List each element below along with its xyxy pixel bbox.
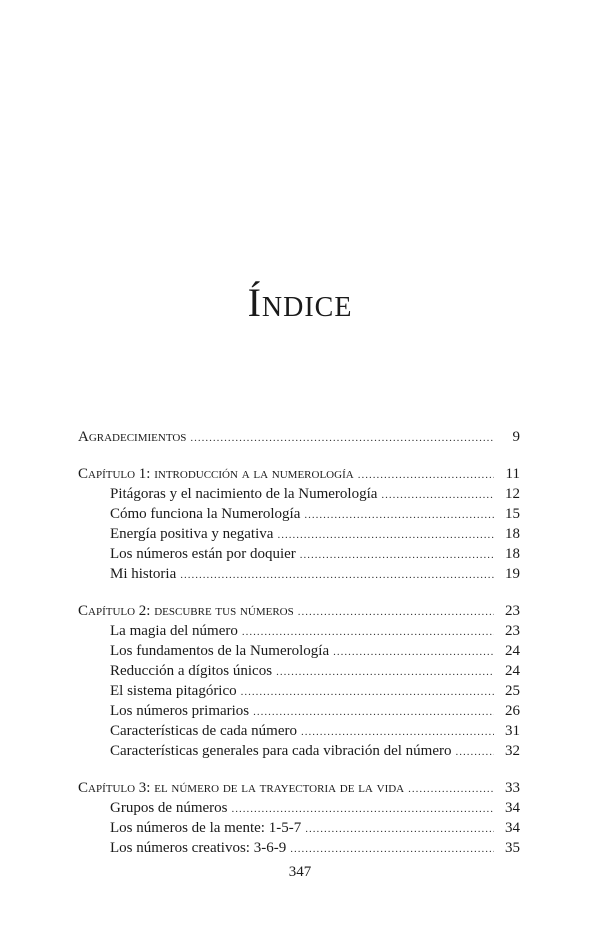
- entry-page-number: 18: [505, 546, 520, 562]
- page-number: 347: [288, 864, 312, 880]
- entry-page-number: 19: [505, 566, 520, 582]
- section-gap: [78, 447, 520, 464]
- toc-section-heading: [78, 601, 520, 621]
- page-title: Índice: [247, 279, 353, 325]
- toc-entry: [78, 721, 520, 741]
- entry-title: Energía positiva y negativa: [110, 526, 274, 542]
- entry-page-number: 23: [505, 603, 520, 619]
- entry-title: Agradecimientos: [78, 429, 187, 445]
- toc-entry: [78, 484, 520, 504]
- toc-entry: [78, 564, 520, 584]
- toc-entry: [78, 524, 520, 544]
- toc-entry: [78, 641, 520, 661]
- entry-title: Los números de la mente: 1-5-7: [110, 820, 302, 836]
- entry-title: La magia del número: [110, 623, 238, 639]
- entry-title: Los números creativos: 3-6-9: [110, 840, 287, 856]
- entry-title: El sistema pitagórico: [110, 683, 237, 699]
- entry-page-number: 11: [505, 466, 520, 482]
- dot-leader: [298, 602, 494, 622]
- dot-leader: [231, 799, 494, 819]
- entry-page-number: 23: [505, 623, 520, 639]
- entry-title: Los números están por doquier: [110, 546, 296, 562]
- toc-section-heading: [78, 778, 520, 798]
- dot-leader: [381, 485, 494, 505]
- table-of-contents: [78, 427, 520, 858]
- toc-entry: [78, 838, 520, 858]
- entry-page-number: 15: [505, 506, 520, 522]
- dot-leader: [241, 682, 494, 702]
- toc-entry: [78, 544, 520, 564]
- toc-entry: [78, 798, 520, 818]
- entry-title: Capítulo 1: introducción a la numerología: [78, 466, 354, 482]
- entry-title: Grupos de números: [110, 800, 228, 816]
- dot-leader: [301, 722, 494, 742]
- dot-leader: [300, 545, 494, 565]
- toc-entry: [78, 701, 520, 721]
- entry-title: Características generales para cada vibración del número: [110, 743, 452, 759]
- entry-page-number: 34: [505, 820, 520, 836]
- entry-title: Mi historia: [110, 566, 177, 582]
- entry-page-number: 33: [505, 780, 520, 796]
- dot-leader: [333, 642, 494, 662]
- entry-title: Cómo funciona la Numerología: [110, 506, 301, 522]
- entry-page-number: 32: [505, 743, 520, 759]
- entry-page-number: 34: [505, 800, 520, 816]
- dot-leader: [253, 702, 494, 722]
- entry-title: Características de cada número: [110, 723, 297, 739]
- dot-leader: [242, 622, 494, 642]
- entry-page-number: 24: [505, 643, 520, 659]
- entry-page-number: 26: [505, 703, 520, 719]
- entry-title: Pitágoras y el nacimiento de la Numerología: [110, 486, 378, 502]
- entry-page-number: 18: [505, 526, 520, 542]
- dot-leader: [305, 819, 494, 839]
- section-gap: [78, 584, 520, 601]
- entry-page-number: 35: [505, 840, 520, 856]
- entry-page-number: 25: [505, 683, 520, 699]
- dot-leader: [408, 779, 494, 799]
- entry-title: Los fundamentos de la Numerología: [110, 643, 330, 659]
- dot-leader: [190, 428, 494, 448]
- entry-title: Los números primarios: [110, 703, 250, 719]
- dot-leader: [304, 505, 494, 525]
- section-gap: [78, 761, 520, 778]
- toc-entry: [78, 661, 520, 681]
- toc-entry: [78, 818, 520, 838]
- dot-leader: [180, 565, 494, 585]
- entry-page-number: 9: [512, 429, 520, 445]
- toc-entry: [78, 741, 520, 761]
- toc-entry: [78, 504, 520, 524]
- toc-entry: [78, 621, 520, 641]
- entry-title: Capítulo 3: el número de la trayectoria de la vida: [78, 780, 405, 796]
- dot-leader: [456, 742, 495, 762]
- entry-page-number: 12: [505, 486, 520, 502]
- toc-section-heading: [78, 427, 520, 447]
- entry-page-number: 24: [505, 663, 520, 679]
- dot-leader: [277, 525, 494, 545]
- toc-entry: [78, 681, 520, 701]
- dot-leader: [276, 662, 494, 682]
- dot-leader: [290, 839, 494, 859]
- dot-leader: [358, 465, 494, 485]
- entry-title: Capítulo 2: descubre tus números: [78, 603, 294, 619]
- entry-title: Reducción a dígitos únicos: [110, 663, 273, 679]
- entry-page-number: 31: [505, 723, 520, 739]
- toc-section-heading: [78, 464, 520, 484]
